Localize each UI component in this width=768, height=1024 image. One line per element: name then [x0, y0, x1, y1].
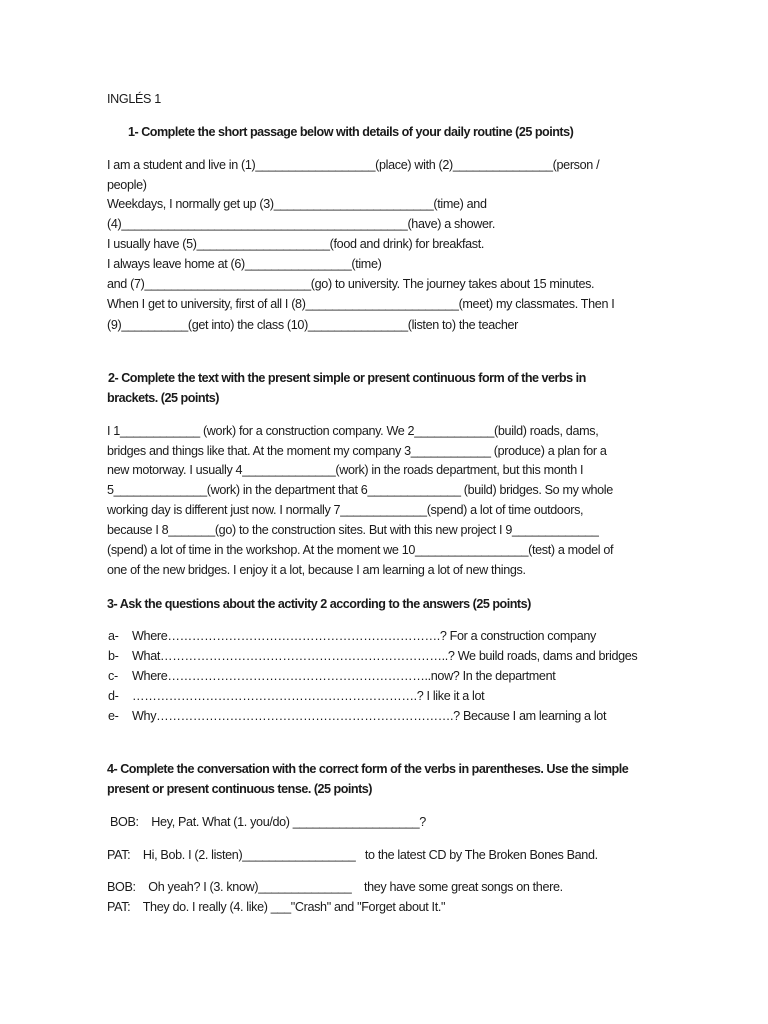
item-label: e- [108, 709, 119, 723]
dialogue-line: PAT: They do. I really (4. like) ___"Crash" and "Forget about It." [107, 900, 446, 914]
text-line: (spend) a lot of time in the workshop. At the moment we 10_________________(test) a model of [107, 543, 614, 557]
section1-heading: 1- Complete the short passage below with details of your daily routine (25 points) [128, 125, 574, 139]
passage-line: I usually have (5)____________________(food and drink) for breakfast. [107, 237, 485, 251]
dialogue-line: PAT: Hi, Bob. I (2. listen)_________________ to the latest CD by The Broken Bones Band. [107, 848, 598, 862]
dialogue-line: BOB: Hey, Pat. What (1. you/do) ___________________? [110, 815, 426, 829]
item-text: …………………………………………………………….? I like it a lot [132, 689, 485, 703]
passage-line: When I get to university, first of all I (8)_______________________(meet) my classmates. Then I [107, 297, 615, 311]
passage-line: Weekdays, I normally get up (3)________________________(time) and [107, 197, 487, 211]
section4-heading: present or present continuous tense. (25 points) [107, 782, 372, 796]
passage-line: (9)__________(get into) the class (10)_______________(listen to) the teacher [107, 318, 518, 332]
section2-heading: 2- Complete the text with the present simple or present continuous form of the verbs in [108, 371, 586, 385]
text-line: bridges and things like that. At the moment my company 3____________ (produce) a plan for a [107, 444, 607, 458]
passage-line: and (7)_________________________(go) to university. The journey takes about 15 minutes. [107, 277, 595, 291]
document-title: INGLÉS 1 [107, 92, 161, 106]
text-line: 5______________(work) in the department that 6______________ (build) bridges. So my whole [107, 483, 613, 497]
item-label: d- [108, 689, 119, 703]
text-line: because I 8_______(go) to the construction sites. But with this new project I 9_____________ [107, 523, 599, 537]
item-text: Where………………………………………………………..now? In the department [132, 669, 556, 683]
passage-line: (4)___________________________________________(have) a shower. [107, 217, 495, 231]
dialogue-line: BOB: Oh yeah? I (3. know)______________ they have some great songs on there. [107, 880, 563, 894]
item-label: c- [108, 669, 118, 683]
passage-line: I always leave home at (6)________________(time) [107, 257, 382, 271]
item-label: a- [108, 629, 119, 643]
item-label: b- [108, 649, 119, 663]
section2-heading: brackets. (25 points) [107, 391, 219, 405]
passage-line: I am a student and live in (1)__________________(place) with (2)_______________(person / [107, 158, 600, 172]
passage-line: people) [107, 178, 147, 192]
text-line: I 1____________ (work) for a construction company. We 2____________(build) roads, dams, [107, 424, 599, 438]
text-line: one of the new bridges. I enjoy it a lot, because I am learning a lot of new things. [107, 563, 526, 577]
item-text: What……………………………………………………………..? We build roads, dams and bridges [132, 649, 638, 663]
item-text: Why……………………………………………………………….? Because I am learning a lot [132, 709, 607, 723]
text-line: new motorway. I usually 4______________(work) in the roads department, but this month I [107, 463, 584, 477]
text-line: working day is different just now. I normally 7_____________(spend) a lot of time outdoors, [107, 503, 584, 517]
section4-heading: 4- Complete the conversation with the correct form of the verbs in parentheses. Use the simple [107, 762, 629, 776]
item-text: Where………………………………………………………….? For a construction company [132, 629, 596, 643]
section3-heading: 3- Ask the questions about the activity 2 according to the answers (25 points) [107, 597, 531, 611]
